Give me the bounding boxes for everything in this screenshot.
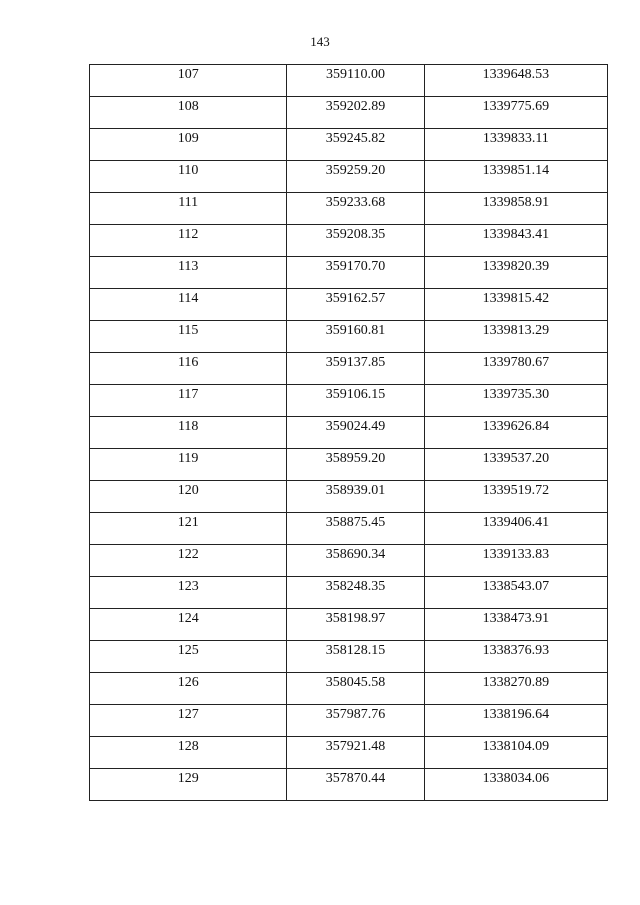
x-coordinate-cell: 359162.57	[287, 289, 424, 321]
x-coordinate-cell: 359245.82	[287, 129, 424, 161]
y-coordinate-cell: 1339780.67	[424, 353, 607, 385]
point-number-cell: 115	[90, 321, 287, 353]
table-body	[90, 65, 608, 801]
table-row	[90, 609, 608, 641]
point-number-cell: 112	[90, 225, 287, 257]
y-coordinate-cell: 1339735.30	[424, 385, 607, 417]
x-coordinate-cell: 359106.15	[287, 385, 424, 417]
point-number-cell: 127	[90, 705, 287, 737]
y-coordinate-cell: 1338034.06	[424, 769, 607, 801]
x-coordinate-cell: 357870.44	[287, 769, 424, 801]
y-coordinate-cell: 1338473.91	[424, 609, 607, 641]
x-coordinate-cell: 358128.15	[287, 641, 424, 673]
y-coordinate-cell: 1339133.83	[424, 545, 607, 577]
table-row	[90, 161, 608, 193]
y-coordinate-cell: 1339851.14	[424, 161, 607, 193]
y-coordinate-cell: 1338543.07	[424, 577, 607, 609]
table-row	[90, 385, 608, 417]
table-row	[90, 449, 608, 481]
table-row	[90, 737, 608, 769]
point-number-cell: 122	[90, 545, 287, 577]
point-number-cell: 129	[90, 769, 287, 801]
point-number-cell: 109	[90, 129, 287, 161]
y-coordinate-cell: 1339820.39	[424, 257, 607, 289]
table-row	[90, 705, 608, 737]
y-coordinate-cell: 1338196.64	[424, 705, 607, 737]
table-row	[90, 353, 608, 385]
y-coordinate-cell: 1339815.42	[424, 289, 607, 321]
point-number-cell: 125	[90, 641, 287, 673]
table-row	[90, 193, 608, 225]
point-number-cell: 107	[90, 65, 287, 97]
point-number-cell: 111	[90, 193, 287, 225]
y-coordinate-cell: 1339406.41	[424, 513, 607, 545]
x-coordinate-cell: 357921.48	[287, 737, 424, 769]
y-coordinate-cell: 1339519.72	[424, 481, 607, 513]
point-number-cell: 119	[90, 449, 287, 481]
y-coordinate-cell: 1339843.41	[424, 225, 607, 257]
point-number-cell: 113	[90, 257, 287, 289]
y-coordinate-cell: 1338270.89	[424, 673, 607, 705]
y-coordinate-cell: 1339813.29	[424, 321, 607, 353]
table-row	[90, 97, 608, 129]
x-coordinate-cell: 359110.00	[287, 65, 424, 97]
point-number-cell: 117	[90, 385, 287, 417]
point-number-cell: 118	[90, 417, 287, 449]
y-coordinate-cell: 1338104.09	[424, 737, 607, 769]
y-coordinate-cell: 1339648.53	[424, 65, 607, 97]
table-row	[90, 417, 608, 449]
x-coordinate-cell: 358045.58	[287, 673, 424, 705]
coordinate-table	[89, 64, 608, 801]
y-coordinate-cell: 1339833.11	[424, 129, 607, 161]
x-coordinate-cell: 358875.45	[287, 513, 424, 545]
point-number-cell: 108	[90, 97, 287, 129]
point-number-cell: 128	[90, 737, 287, 769]
point-number-cell: 121	[90, 513, 287, 545]
point-number-cell: 120	[90, 481, 287, 513]
table-row	[90, 673, 608, 705]
x-coordinate-cell: 357987.76	[287, 705, 424, 737]
x-coordinate-cell: 359208.35	[287, 225, 424, 257]
table-row	[90, 481, 608, 513]
y-coordinate-cell: 1338376.93	[424, 641, 607, 673]
table-row	[90, 545, 608, 577]
x-coordinate-cell: 358198.97	[287, 609, 424, 641]
table-row	[90, 641, 608, 673]
table-row	[90, 65, 608, 97]
table-row	[90, 289, 608, 321]
x-coordinate-cell: 359170.70	[287, 257, 424, 289]
x-coordinate-cell: 358959.20	[287, 449, 424, 481]
table-row	[90, 769, 608, 801]
y-coordinate-cell: 1339626.84	[424, 417, 607, 449]
x-coordinate-cell: 359233.68	[287, 193, 424, 225]
point-number-cell: 126	[90, 673, 287, 705]
point-number-cell: 124	[90, 609, 287, 641]
table-row	[90, 225, 608, 257]
point-number-cell: 123	[90, 577, 287, 609]
table-row	[90, 513, 608, 545]
x-coordinate-cell: 359202.89	[287, 97, 424, 129]
y-coordinate-cell: 1339775.69	[424, 97, 607, 129]
y-coordinate-cell: 1339858.91	[424, 193, 607, 225]
table-row	[90, 257, 608, 289]
x-coordinate-cell: 358690.34	[287, 545, 424, 577]
x-coordinate-cell: 359259.20	[287, 161, 424, 193]
page-number: 143	[310, 34, 330, 49]
x-coordinate-cell: 359137.85	[287, 353, 424, 385]
point-number-cell: 114	[90, 289, 287, 321]
x-coordinate-cell: 359160.81	[287, 321, 424, 353]
x-coordinate-cell: 359024.49	[287, 417, 424, 449]
point-number-cell: 110	[90, 161, 287, 193]
point-number-cell: 116	[90, 353, 287, 385]
x-coordinate-cell: 358248.35	[287, 577, 424, 609]
table-row	[90, 129, 608, 161]
x-coordinate-cell: 358939.01	[287, 481, 424, 513]
y-coordinate-cell: 1339537.20	[424, 449, 607, 481]
table-row	[90, 321, 608, 353]
table-row	[90, 577, 608, 609]
